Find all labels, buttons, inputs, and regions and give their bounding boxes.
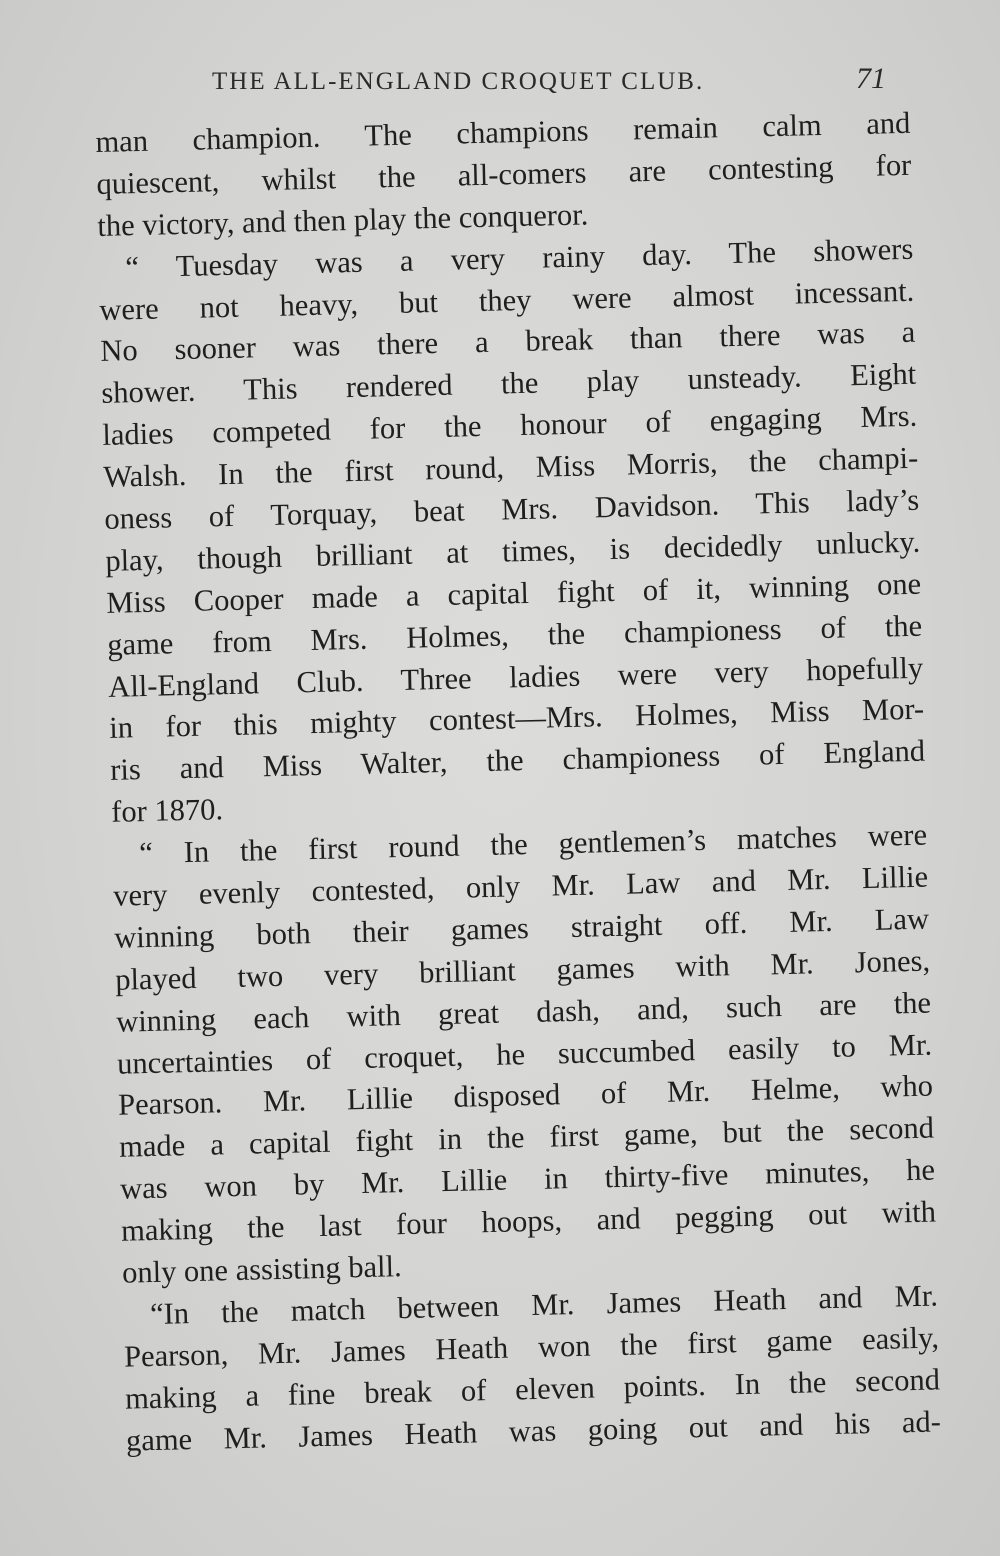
body-text bbox=[95, 103, 941, 1462]
text-line: winning both their games straight off. Mr. Law bbox=[113, 901, 930, 955]
text-line: only one assisting ball. bbox=[121, 1249, 403, 1290]
text-line: Pearson, Mr. James Heath won the first game easily, bbox=[123, 1320, 940, 1374]
text-line: uncertainties of croquet, he succumbed easily to Mr. bbox=[116, 1027, 933, 1081]
text-line: Walsh. In the first round, Miss Morris, the champi- bbox=[102, 440, 919, 495]
text-line: making a fine break of eleven points. In the second bbox=[124, 1362, 941, 1416]
text-line: No sooner was there a break than there was a bbox=[100, 315, 916, 369]
text-line: winning each with great dash, and, such are the bbox=[115, 985, 932, 1039]
text-line: in for this mighty contest—Mrs. Holmes, Miss Mor- bbox=[108, 692, 925, 746]
text-line: played two very brilliant games with Mr. Jones, bbox=[114, 943, 931, 997]
running-head-title: THE ALL-ENGLAND CROQUET CLUB. bbox=[212, 68, 705, 95]
text-line: for 1870. bbox=[110, 792, 224, 830]
text-line: ladies competed for the honour of engaging Mrs. bbox=[101, 398, 918, 453]
text-line: the victory, and then play the conqueror. bbox=[97, 197, 589, 243]
text-line: ris and Miss Walter, the championess of England bbox=[109, 733, 926, 788]
text-line: quiescent, whilst the all-comers are contesting for bbox=[96, 147, 912, 201]
text-line: game from Mrs. Holmes, the championess of the bbox=[106, 608, 923, 662]
text-line: “In the match between Mr. James Heath and Mr. bbox=[149, 1278, 939, 1331]
running-head bbox=[0, 62, 1000, 106]
text-line: All-England Club. Three ladies were very hopefully bbox=[107, 650, 924, 704]
text-line: making the last four hoops, and pegging out with bbox=[120, 1194, 937, 1248]
text-line: made a capital fight in the first game, but the second bbox=[118, 1110, 935, 1165]
text-line: “ In the first round the gentlemen’s matches were bbox=[138, 817, 928, 871]
text-line: Miss Cooper made a capital fight of it, winning one bbox=[105, 566, 922, 620]
text-line: shower. This rendered the play unsteady. Eight bbox=[100, 357, 917, 411]
text-line: Pearson. Mr. Lillie disposed of Mr. Helme, who bbox=[117, 1069, 934, 1123]
text-line: man champion. The champions remain calm and bbox=[95, 105, 911, 159]
text-line: oness of Torquay, beat Mrs. Davidson. This lady’s bbox=[103, 482, 920, 536]
page-number: 71 bbox=[856, 62, 886, 95]
text-line: “ Tuesday was a very rainy day. The showers bbox=[125, 231, 914, 284]
text-line: was won by Mr. Lillie in thirty-five minutes, he bbox=[119, 1152, 936, 1206]
text-line: were not heavy, but they were almost incessant. bbox=[99, 273, 915, 327]
text-line: game Mr. James Heath was going out and his ad- bbox=[125, 1404, 942, 1458]
text-line: play, though brilliant at times, is decidedly unlucky. bbox=[104, 524, 921, 578]
text-line: very evenly contested, only Mr. Law and Mr. Lillie bbox=[112, 859, 929, 913]
